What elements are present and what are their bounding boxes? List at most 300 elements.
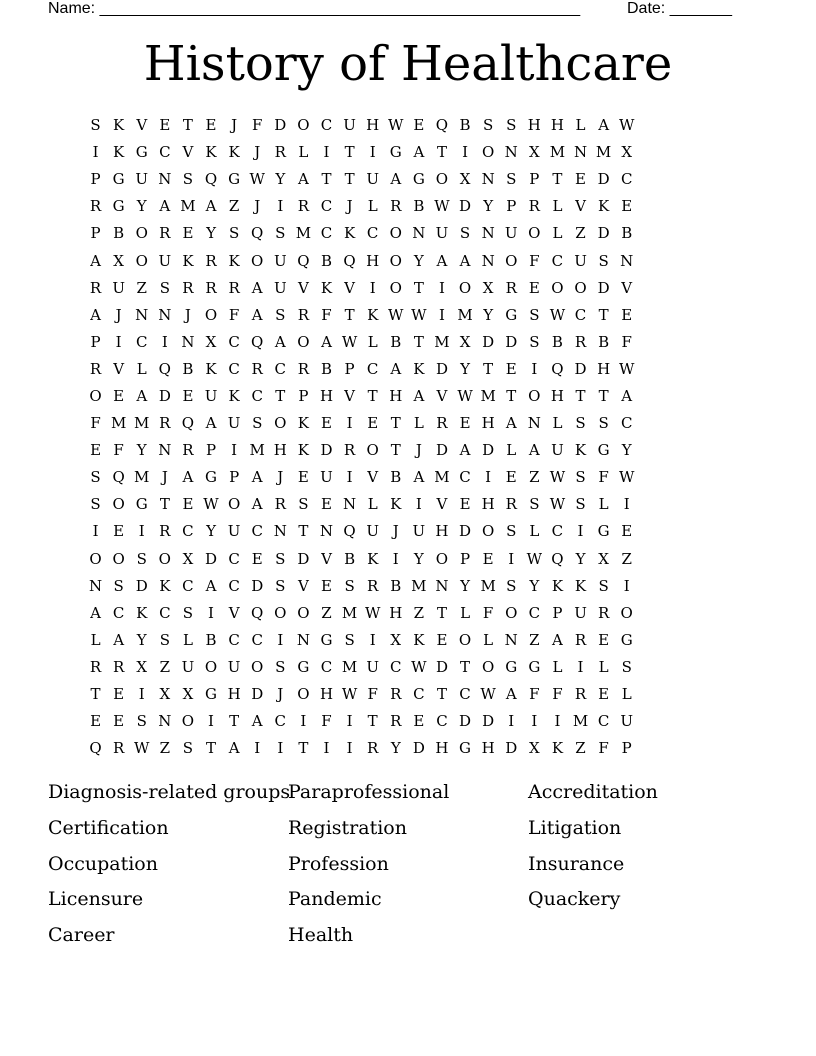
grid-letter: E [459, 495, 471, 514]
grid-letter: H [597, 359, 611, 378]
grid-letter: D [597, 224, 610, 243]
grid-letter: L [598, 495, 609, 514]
grid-letter: A [251, 468, 263, 487]
grid-letter: W [364, 603, 381, 622]
grid-letter: C [251, 386, 263, 405]
grid-letter: R [390, 712, 402, 731]
grid-letter: I [254, 739, 261, 758]
grid-letter: E [413, 116, 425, 135]
word-bank-item: Certification [48, 816, 169, 839]
grid-letter: M [457, 305, 473, 324]
grid-letter: M [595, 143, 612, 162]
grid-letter: R [505, 278, 517, 297]
grid-letter: C [274, 359, 287, 378]
grid-letter: K [205, 143, 217, 162]
word-bank-item: Licensure [48, 888, 144, 911]
grid-letter: E [598, 685, 610, 704]
grid-letter: X [528, 143, 540, 162]
grid-letter: V [182, 143, 194, 162]
grid-letter: O [435, 549, 449, 568]
letter-grid [84, 112, 732, 762]
grid-letter: Q [435, 116, 449, 135]
grid-letter: V [436, 386, 448, 405]
grid-letter: H [527, 116, 541, 135]
grid-letter: F [321, 305, 332, 324]
grid-letter: E [367, 414, 379, 433]
grid-letter: H [227, 685, 241, 704]
grid-letter: S [252, 414, 263, 433]
grid-row [84, 681, 732, 708]
grid-letter: K [343, 224, 356, 243]
grid-letter: D [482, 712, 495, 731]
grid-letter: M [180, 197, 196, 216]
grid-letter: T [321, 170, 332, 189]
grid-letter: C [413, 685, 425, 704]
grid-letter: A [390, 170, 402, 189]
grid-letter: I [415, 495, 422, 514]
grid-letter: U [504, 224, 518, 243]
grid-letter: E [251, 549, 263, 568]
grid-letter: Q [181, 414, 195, 433]
grid-row [84, 193, 732, 220]
grid-letter: D [251, 576, 264, 595]
grid-letter: A [413, 386, 425, 405]
grid-letter: A [228, 739, 240, 758]
grid-letter: J [254, 143, 261, 162]
grid-letter: R [390, 685, 402, 704]
grid-letter: S [228, 224, 240, 243]
grid-letter: R [89, 359, 102, 378]
grid-letter: A [413, 468, 425, 487]
grid-letter: E [90, 441, 102, 460]
grid-letter: X [136, 657, 148, 676]
name-field-label: Name: ______________________________________________________ [48, 0, 581, 17]
grid-letter: O [297, 685, 310, 704]
word-bank-item: Profession [288, 852, 389, 875]
grid-letter: X [182, 549, 194, 568]
grid-letter: C [459, 685, 471, 704]
grid-letter: I [577, 522, 584, 541]
grid-letter: S [598, 414, 609, 433]
grid-letter: D [435, 359, 448, 378]
grid-letter: B [182, 359, 194, 378]
grid-letter: Y [136, 630, 147, 649]
grid-letter: U [273, 278, 287, 297]
grid-letter: Z [136, 278, 147, 297]
grid-letter: W [411, 657, 427, 676]
grid-letter: E [113, 685, 125, 704]
grid-letter: W [457, 386, 473, 405]
grid-letter: A [90, 305, 101, 324]
grid-letter: I [138, 685, 145, 704]
grid-letter: N [158, 712, 172, 731]
grid-letter: Z [575, 739, 586, 758]
grid-letter: W [618, 468, 635, 487]
grid-letter: I [508, 549, 515, 568]
grid-letter: R [436, 414, 448, 433]
grid-letter: Q [89, 739, 102, 758]
grid-letter: Y [413, 251, 424, 270]
grid-row [84, 735, 732, 762]
grid-letter: E [90, 712, 102, 731]
grid-letter: C [574, 305, 587, 324]
grid-letter: K [159, 576, 171, 595]
grid-letter: T [298, 739, 309, 758]
grid-row [84, 600, 732, 627]
grid-letter: C [228, 332, 240, 351]
grid-letter: T [159, 495, 170, 514]
grid-letter: I [277, 630, 284, 649]
grid-letter: U [366, 657, 379, 676]
grid-letter: M [110, 414, 127, 433]
grid-letter: N [135, 305, 149, 324]
grid-letter: O [135, 251, 148, 270]
grid-letter: H [389, 603, 403, 622]
grid-letter: X [621, 143, 633, 162]
grid-letter: X [528, 739, 540, 758]
grid-letter: O [528, 386, 541, 405]
grid-letter: N [158, 170, 172, 189]
grid-letter: O [481, 657, 495, 676]
grid-letter: B [598, 332, 610, 351]
grid-letter: H [435, 522, 449, 541]
grid-letter: O [274, 603, 287, 622]
grid-letter: N [527, 414, 541, 433]
grid-letter: F [598, 468, 609, 487]
grid-letter: W [388, 116, 404, 135]
grid-letter: Y [483, 197, 494, 216]
grid-letter: Q [112, 468, 125, 487]
grid-letter: O [435, 170, 449, 189]
grid-letter: I [623, 495, 630, 514]
grid-row [84, 410, 732, 437]
grid-letter: B [113, 224, 125, 243]
grid-letter: H [319, 685, 334, 704]
grid-row [84, 302, 732, 329]
grid-letter: S [575, 414, 586, 433]
grid-letter: S [529, 332, 540, 351]
grid-letter: T [229, 712, 240, 731]
grid-letter: A [136, 386, 148, 405]
grid-letter: C [251, 630, 263, 649]
grid-letter: Y [390, 739, 401, 758]
grid-letter: N [181, 332, 195, 351]
grid-letter: S [275, 576, 286, 595]
grid-letter: O [389, 224, 402, 243]
grid-letter: Y [136, 197, 147, 216]
grid-letter: I [277, 197, 284, 216]
grid-letter: Q [551, 549, 564, 568]
grid-row [84, 112, 732, 139]
grid-letter: S [459, 224, 471, 243]
grid-letter: T [413, 332, 424, 351]
grid-letter: X [159, 685, 171, 704]
grid-letter: N [573, 143, 588, 162]
grid-letter: E [159, 116, 171, 135]
grid-letter: A [436, 251, 448, 270]
grid-letter: J [277, 685, 284, 704]
grid-letter: L [506, 441, 517, 460]
grid-letter: I [531, 712, 538, 731]
grid-letter: T [436, 685, 447, 704]
grid-letter: X [459, 332, 471, 351]
grid-letter: C [320, 224, 333, 243]
grid-letter: N [88, 576, 103, 595]
grid-letter: C [528, 603, 541, 622]
grid-letter: R [182, 441, 194, 460]
grid-letter: T [598, 386, 609, 405]
grid-letter: S [136, 549, 147, 568]
grid-letter: S [483, 116, 494, 135]
grid-letter: O [274, 414, 287, 433]
grid-letter: R [159, 224, 171, 243]
grid-letter: H [481, 739, 495, 758]
grid-letter: R [297, 359, 310, 378]
grid-letter: R [390, 197, 402, 216]
grid-letter: S [575, 495, 586, 514]
word-bank-item: Career [48, 924, 115, 947]
grid-letter: E [598, 630, 610, 649]
word-bank-item: Litigation [528, 816, 622, 839]
grid-letter: Q [251, 603, 264, 622]
grid-letter: J [254, 197, 261, 216]
grid-letter: C [459, 468, 471, 487]
grid-letter: Q [251, 224, 264, 243]
grid-letter: Y [460, 359, 470, 378]
grid-letter: M [480, 576, 496, 595]
grid-letter: O [181, 712, 195, 731]
grid-letter: I [92, 522, 99, 541]
grid-letter: D [158, 386, 171, 405]
grid-letter: H [366, 251, 380, 270]
grid-letter: S [298, 495, 309, 514]
grid-letter: N [158, 305, 172, 324]
grid-letter: C [366, 224, 379, 243]
grid-letter: E [182, 224, 194, 243]
grid-letter: I [346, 739, 353, 758]
grid-letter: S [506, 170, 517, 189]
grid-letter: U [412, 522, 426, 541]
grid-letter: S [529, 495, 540, 514]
word-bank-item: Insurance [528, 852, 625, 875]
grid-letter: I [346, 468, 353, 487]
grid-letter: G [505, 657, 518, 676]
grid-letter: I [369, 630, 376, 649]
grid-row [84, 356, 732, 383]
grid-letter: F [482, 603, 494, 622]
grid-letter: Y [483, 305, 494, 324]
grid-letter: L [367, 332, 378, 351]
grid-letter: A [159, 197, 171, 216]
grid-letter: S [598, 251, 609, 270]
word-bank-item: Registration [288, 816, 407, 839]
grid-letter: G [297, 657, 310, 676]
grid-letter: I [323, 739, 330, 758]
grid-letter: W [411, 305, 427, 324]
grid-letter: P [90, 170, 101, 189]
grid-letter: S [344, 630, 355, 649]
grid-letter: G [620, 630, 633, 649]
grid-letter: K [113, 116, 125, 135]
grid-letter: T [436, 143, 447, 162]
grid-letter: I [231, 441, 238, 460]
grid-letter: E [621, 305, 633, 324]
word-bank-item: Quackery [528, 888, 621, 911]
grid-letter: N [481, 251, 495, 270]
grid-letter: B [621, 224, 633, 243]
grid-letter: N [435, 576, 449, 595]
grid-letter: K [182, 251, 194, 270]
grid-letter: S [506, 522, 517, 541]
grid-letter: D [459, 522, 472, 541]
grid-letter: O [528, 224, 541, 243]
grid-letter: W [341, 685, 358, 704]
grid-letter: P [205, 441, 217, 460]
grid-letter: P [229, 468, 240, 487]
grid-letter: R [205, 278, 217, 297]
grid-letter: C [320, 197, 333, 216]
grid-letter: L [483, 630, 494, 649]
grid-letter: C [228, 576, 240, 595]
grid-letter: W [549, 305, 566, 324]
grid-letter: V [344, 278, 355, 297]
grid-letter: Z [228, 197, 240, 216]
word-bank-item: Health [288, 924, 354, 947]
grid-letter: G [597, 441, 610, 460]
grid-letter: L [367, 197, 378, 216]
grid-letter: G [112, 197, 125, 216]
grid-letter: A [205, 414, 217, 433]
grid-row [84, 247, 732, 274]
grid-letter: T [598, 305, 609, 324]
grid-letter: S [275, 224, 286, 243]
grid-letter: L [552, 657, 563, 676]
grid-letter: X [113, 251, 124, 270]
grid-letter: C [620, 414, 633, 433]
grid-letter: O [297, 332, 310, 351]
grid-letter: U [551, 441, 564, 460]
grid-letter: Y [275, 170, 286, 189]
grid-letter: K [574, 441, 587, 460]
grid-letter: M [572, 712, 589, 731]
grid-letter: B [459, 116, 471, 135]
grid-letter: A [598, 116, 610, 135]
grid-letter: U [574, 603, 587, 622]
grid-letter: D [597, 170, 610, 189]
grid-letter: L [182, 630, 193, 649]
grid-letter: N [481, 224, 495, 243]
grid-letter: E [482, 549, 494, 568]
grid-letter: C [182, 522, 194, 541]
grid-row [84, 491, 732, 518]
grid-letter: U [435, 224, 449, 243]
grid-letter: T [436, 603, 447, 622]
grid-letter: Q [551, 359, 564, 378]
grid-letter: H [366, 116, 380, 135]
grid-letter: E [621, 197, 633, 216]
grid-letter: O [112, 549, 125, 568]
grid-letter: N [343, 495, 357, 514]
grid-letter: O [574, 278, 587, 297]
grid-letter: P [90, 332, 101, 351]
grid-letter: C [159, 143, 171, 162]
grid-letter: O [505, 603, 518, 622]
grid-letter: Q [158, 359, 171, 378]
grid-letter: S [182, 170, 194, 189]
grid-letter: I [115, 332, 122, 351]
grid-letter: Y [206, 224, 216, 243]
word-bank-item: Occupation [48, 852, 158, 875]
grid-letter: N [481, 170, 495, 189]
grid-letter: U [366, 170, 379, 189]
grid-letter: R [367, 739, 379, 758]
word-bank [48, 776, 768, 955]
grid-letter: E [459, 414, 471, 433]
grid-letter: A [459, 441, 471, 460]
grid-letter: A [505, 685, 517, 704]
grid-row [84, 573, 732, 600]
grid-letter: R [343, 441, 356, 460]
grid-letter: K [113, 143, 125, 162]
grid-letter: P [506, 197, 517, 216]
grid-letter: I [323, 143, 330, 162]
grid-letter: E [321, 576, 332, 595]
grid-letter: U [343, 116, 356, 135]
grid-letter: F [621, 332, 632, 351]
grid-letter: V [344, 386, 355, 405]
grid-letter: O [481, 522, 495, 541]
grid-letter: W [549, 495, 566, 514]
grid-letter: R [367, 576, 379, 595]
grid-letter: F [321, 712, 332, 731]
grid-letter: D [482, 332, 495, 351]
grid-letter: X [182, 685, 194, 704]
grid-letter: N [620, 251, 634, 270]
grid-letter: Y [575, 549, 586, 568]
grid-letter: K [390, 495, 402, 514]
grid-letter: I [369, 143, 376, 162]
grid-letter: Q [343, 522, 356, 541]
grid-letter: C [436, 712, 448, 731]
grid-letter: R [112, 739, 125, 758]
grid-row [84, 654, 732, 681]
grid-letter: G [112, 170, 125, 189]
grid-letter: X [459, 170, 471, 189]
grid-letter: E [436, 630, 448, 649]
grid-letter: K [205, 359, 217, 378]
grid-letter: K [551, 739, 564, 758]
grid-letter: K [136, 603, 148, 622]
grid-letter: A [528, 441, 540, 460]
grid-letter: S [159, 630, 170, 649]
grid-letter: W [249, 170, 265, 189]
grid-letter: E [182, 386, 194, 405]
grid-row [84, 546, 732, 573]
grid-letter: C [320, 657, 333, 676]
grid-letter: R [505, 495, 517, 514]
grid-letter: P [552, 603, 563, 622]
grid-letter: K [297, 441, 309, 460]
grid-letter: O [458, 630, 472, 649]
word-bank-item: Paraprofessional [288, 781, 450, 803]
grid-letter: L [529, 522, 540, 541]
grid-letter: P [529, 170, 540, 189]
grid-letter: Y [206, 522, 216, 541]
grid-letter: H [550, 116, 564, 135]
grid-letter: U [366, 522, 379, 541]
grid-letter: R [528, 197, 540, 216]
grid-letter: I [208, 712, 214, 731]
